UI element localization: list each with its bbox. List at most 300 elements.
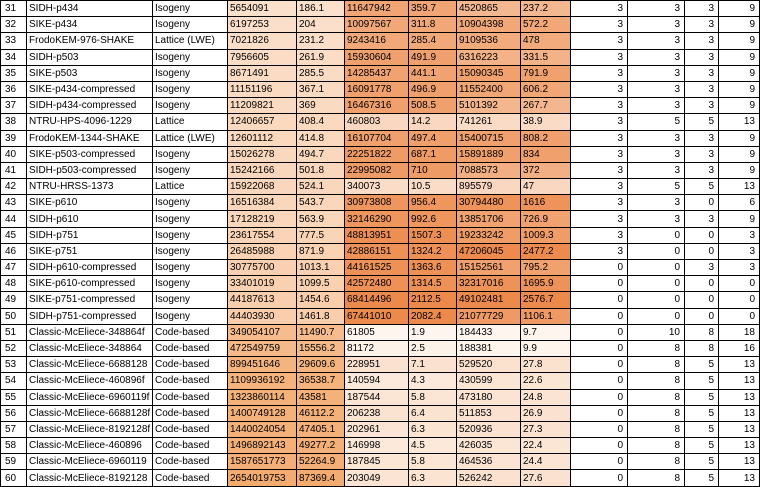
family-cell: Code-based (153, 340, 228, 356)
score-total-cell: 3 (719, 243, 760, 259)
keygen-cycles-cell: 1109936192 (228, 373, 297, 389)
encaps-ms-cell: 4.5 (409, 438, 457, 454)
row-number: 48 (1, 276, 27, 292)
decaps-cycles-cell: 6316223 (457, 49, 521, 65)
encaps-ms-cell: 687.1 (409, 146, 457, 162)
score-total-cell: 16 (719, 340, 760, 356)
scheme-name: SIDH-p434 (27, 1, 153, 17)
encaps-cycles-cell: 11647942 (345, 1, 409, 17)
scheme-name: NTRU-HRSS-1373 (27, 179, 153, 195)
decaps-ms-cell: 808.2 (521, 130, 571, 146)
score-total-cell: 3 (719, 227, 760, 243)
decaps-cycles-cell: 895579 (457, 179, 521, 195)
table-row (1, 421, 760, 437)
decaps-cycles-cell: 7088573 (457, 162, 521, 178)
score-c-cell: 5 (685, 373, 719, 389)
score-total-cell: 9 (719, 17, 760, 33)
scheme-name: SIDH-p610-compressed (27, 260, 153, 276)
encaps-cycles-cell: 146998 (345, 438, 409, 454)
family-cell: Code-based (153, 470, 228, 486)
score-a-cell: 3 (571, 98, 628, 114)
score-total-cell: 9 (719, 65, 760, 81)
keygen-ms-cell: 367.1 (297, 81, 345, 97)
keygen-ms-cell: 15556.2 (297, 340, 345, 356)
score-a-cell: 3 (571, 179, 628, 195)
keygen-cycles-cell: 2654019753 (228, 470, 297, 486)
score-a-cell: 0 (571, 292, 628, 308)
encaps-cycles-cell: 15930604 (345, 49, 409, 65)
keygen-ms-cell: 204 (297, 17, 345, 33)
decaps-ms-cell: 834 (521, 146, 571, 162)
row-number: 49 (1, 292, 27, 308)
table-row (1, 405, 760, 421)
score-b-cell: 0 (628, 260, 685, 276)
table-row (1, 438, 760, 454)
row-number: 45 (1, 227, 27, 243)
row-number: 51 (1, 324, 27, 340)
table-row (1, 195, 760, 211)
encaps-ms-cell: 956.4 (409, 195, 457, 211)
decaps-cycles-cell: 15152561 (457, 260, 521, 276)
score-c-cell: 8 (685, 340, 719, 356)
encaps-cycles-cell: 187845 (345, 454, 409, 470)
score-c-cell: 3 (685, 162, 719, 178)
keygen-cycles-cell: 11151196 (228, 81, 297, 97)
row-number: 44 (1, 211, 27, 227)
row-number: 32 (1, 17, 27, 33)
encaps-cycles-cell: 44161525 (345, 260, 409, 276)
score-b-cell: 3 (628, 33, 685, 49)
encaps-cycles-cell: 81172 (345, 340, 409, 356)
decaps-cycles-cell: 49102481 (457, 292, 521, 308)
table-row (1, 130, 760, 146)
decaps-cycles-cell: 464536 (457, 454, 521, 470)
table-row (1, 470, 760, 486)
decaps-cycles-cell: 15891889 (457, 146, 521, 162)
table-row (1, 33, 760, 49)
score-c-cell: 3 (685, 211, 719, 227)
keygen-cycles-cell: 15026278 (228, 146, 297, 162)
family-cell: Lattice (LWE) (153, 130, 228, 146)
decaps-cycles-cell: 15400715 (457, 130, 521, 146)
row-number: 54 (1, 373, 27, 389)
row-number: 57 (1, 421, 27, 437)
encaps-ms-cell: 311.8 (409, 17, 457, 33)
encaps-cycles-cell: 140594 (345, 373, 409, 389)
family-cell: Isogeny (153, 81, 228, 97)
score-total-cell: 9 (719, 146, 760, 162)
row-number: 58 (1, 438, 27, 454)
table-row (1, 146, 760, 162)
row-number: 38 (1, 114, 27, 130)
family-cell: Code-based (153, 389, 228, 405)
row-number: 41 (1, 162, 27, 178)
encaps-cycles-cell: 206238 (345, 405, 409, 421)
scheme-name: Classic-McEliece-460896f (27, 373, 153, 389)
decaps-cycles-cell: 21077729 (457, 308, 521, 324)
table-row (1, 227, 760, 243)
family-cell: Code-based (153, 405, 228, 421)
table-row (1, 65, 760, 81)
scheme-name: SIKE-p610-compressed (27, 276, 153, 292)
decaps-ms-cell: 9.7 (521, 324, 571, 340)
score-a-cell: 3 (571, 130, 628, 146)
keygen-ms-cell: 414.8 (297, 130, 345, 146)
score-c-cell: 0 (685, 308, 719, 324)
encaps-ms-cell: 7.1 (409, 357, 457, 373)
table-row (1, 454, 760, 470)
encaps-cycles-cell: 68414496 (345, 292, 409, 308)
decaps-cycles-cell: 529520 (457, 357, 521, 373)
score-b-cell: 5 (628, 179, 685, 195)
score-total-cell: 9 (719, 81, 760, 97)
keygen-ms-cell: 524.1 (297, 179, 345, 195)
encaps-cycles-cell: 61805 (345, 324, 409, 340)
score-a-cell: 0 (571, 470, 628, 486)
keygen-ms-cell: 186.1 (297, 1, 345, 17)
scheme-name: SIKE-p434 (27, 17, 153, 33)
encaps-ms-cell: 359.7 (409, 1, 457, 17)
keygen-ms-cell: 369 (297, 98, 345, 114)
scheme-name: SIKE-p503-compressed (27, 146, 153, 162)
score-c-cell: 3 (685, 33, 719, 49)
keygen-cycles-cell: 1587651773 (228, 454, 297, 470)
score-b-cell: 0 (628, 292, 685, 308)
score-c-cell: 0 (685, 227, 719, 243)
scheme-name: Classic-McEliece-6688128f (27, 405, 153, 421)
row-number: 36 (1, 81, 27, 97)
encaps-ms-cell: 6.3 (409, 421, 457, 437)
score-a-cell: 3 (571, 65, 628, 81)
encaps-cycles-cell: 14285437 (345, 65, 409, 81)
row-number: 59 (1, 454, 27, 470)
score-a-cell: 3 (571, 243, 628, 259)
encaps-cycles-cell: 42572480 (345, 276, 409, 292)
encaps-ms-cell: 4.3 (409, 373, 457, 389)
encaps-ms-cell: 441.1 (409, 65, 457, 81)
encaps-ms-cell: 1324.2 (409, 243, 457, 259)
decaps-cycles-cell: 526242 (457, 470, 521, 486)
score-c-cell: 3 (685, 260, 719, 276)
score-a-cell: 0 (571, 438, 628, 454)
score-c-cell: 5 (685, 114, 719, 130)
family-cell: Isogeny (153, 98, 228, 114)
row-number: 52 (1, 340, 27, 356)
decaps-cycles-cell: 9109536 (457, 33, 521, 49)
table-row (1, 389, 760, 405)
keygen-ms-cell: 52264.9 (297, 454, 345, 470)
family-cell: Lattice (LWE) (153, 33, 228, 49)
family-cell: Isogeny (153, 146, 228, 162)
family-cell: Code-based (153, 421, 228, 437)
family-cell: Code-based (153, 373, 228, 389)
score-total-cell: 9 (719, 211, 760, 227)
decaps-ms-cell: 2576.7 (521, 292, 571, 308)
decaps-cycles-cell: 30794480 (457, 195, 521, 211)
score-a-cell: 0 (571, 357, 628, 373)
scheme-name: SIKE-p751-compressed (27, 292, 153, 308)
encaps-ms-cell: 710 (409, 162, 457, 178)
keygen-ms-cell: 408.4 (297, 114, 345, 130)
score-total-cell: 6 (719, 195, 760, 211)
score-a-cell: 0 (571, 260, 628, 276)
decaps-cycles-cell: 430599 (457, 373, 521, 389)
score-a-cell: 0 (571, 373, 628, 389)
score-total-cell: 9 (719, 1, 760, 17)
scheme-name: SIKE-p751 (27, 243, 153, 259)
decaps-ms-cell: 27.3 (521, 421, 571, 437)
score-b-cell: 0 (628, 243, 685, 259)
decaps-ms-cell: 791.9 (521, 65, 571, 81)
scheme-name: SIKE-p610 (27, 195, 153, 211)
keygen-cycles-cell: 8671491 (228, 65, 297, 81)
score-a-cell: 0 (571, 454, 628, 470)
decaps-cycles-cell: 10904398 (457, 17, 521, 33)
encaps-ms-cell: 6.4 (409, 405, 457, 421)
table-row (1, 373, 760, 389)
decaps-ms-cell: 26.9 (521, 405, 571, 421)
encaps-ms-cell: 14.2 (409, 114, 457, 130)
keygen-ms-cell: 1454.6 (297, 292, 345, 308)
score-a-cell: 3 (571, 114, 628, 130)
encaps-cycles-cell: 340073 (345, 179, 409, 195)
score-c-cell: 5 (685, 454, 719, 470)
results-table-body (1, 1, 760, 487)
score-b-cell: 3 (628, 49, 685, 65)
score-c-cell: 3 (685, 81, 719, 97)
score-c-cell: 5 (685, 179, 719, 195)
scheme-name: SIDH-p610 (27, 211, 153, 227)
row-number: 56 (1, 405, 27, 421)
decaps-cycles-cell: 5101392 (457, 98, 521, 114)
keygen-ms-cell: 261.9 (297, 49, 345, 65)
decaps-ms-cell: 27.8 (521, 357, 571, 373)
score-total-cell: 9 (719, 98, 760, 114)
keygen-cycles-cell: 17128219 (228, 211, 297, 227)
table-row (1, 162, 760, 178)
score-c-cell: 3 (685, 1, 719, 17)
keygen-ms-cell: 1461.8 (297, 308, 345, 324)
row-number: 35 (1, 65, 27, 81)
score-total-cell: 13 (719, 389, 760, 405)
keygen-cycles-cell: 1323860114 (228, 389, 297, 405)
score-total-cell: 9 (719, 162, 760, 178)
scheme-name: Classic-McEliece-6688128 (27, 357, 153, 373)
encaps-cycles-cell: 16107704 (345, 130, 409, 146)
row-number: 37 (1, 98, 27, 114)
encaps-cycles-cell: 460803 (345, 114, 409, 130)
decaps-cycles-cell: 32317016 (457, 276, 521, 292)
score-b-cell: 0 (628, 276, 685, 292)
table-row (1, 276, 760, 292)
keygen-cycles-cell: 15922068 (228, 179, 297, 195)
score-total-cell: 13 (719, 454, 760, 470)
decaps-cycles-cell: 188381 (457, 340, 521, 356)
encaps-ms-cell: 1.9 (409, 324, 457, 340)
decaps-ms-cell: 24.4 (521, 454, 571, 470)
family-cell: Isogeny (153, 260, 228, 276)
score-total-cell: 13 (719, 373, 760, 389)
row-number: 33 (1, 33, 27, 49)
family-cell: Isogeny (153, 17, 228, 33)
keygen-cycles-cell: 15242166 (228, 162, 297, 178)
family-cell: Isogeny (153, 292, 228, 308)
keygen-ms-cell: 49277.2 (297, 438, 345, 454)
score-b-cell: 8 (628, 421, 685, 437)
keygen-cycles-cell: 7956605 (228, 49, 297, 65)
table-row (1, 49, 760, 65)
decaps-ms-cell: 606.2 (521, 81, 571, 97)
keygen-cycles-cell: 12601112 (228, 130, 297, 146)
score-a-cell: 0 (571, 421, 628, 437)
score-b-cell: 8 (628, 438, 685, 454)
scheme-name: Classic-McEliece-6960119f (27, 389, 153, 405)
keygen-cycles-cell: 899451646 (228, 357, 297, 373)
score-c-cell: 5 (685, 470, 719, 486)
score-b-cell: 8 (628, 454, 685, 470)
family-cell: Code-based (153, 324, 228, 340)
score-b-cell: 3 (628, 98, 685, 114)
scheme-name: FrodoKEM-976-SHAKE (27, 33, 153, 49)
score-total-cell: 13 (719, 114, 760, 130)
decaps-ms-cell: 1009.3 (521, 227, 571, 243)
scheme-name: Classic-McEliece-460896 (27, 438, 153, 454)
decaps-ms-cell: 478 (521, 33, 571, 49)
decaps-ms-cell: 1616 (521, 195, 571, 211)
decaps-cycles-cell: 13851706 (457, 211, 521, 227)
encaps-cycles-cell: 22995082 (345, 162, 409, 178)
scheme-name: SIKE-p503 (27, 65, 153, 81)
score-a-cell: 0 (571, 340, 628, 356)
keygen-cycles-cell: 11209821 (228, 98, 297, 114)
decaps-cycles-cell: 741261 (457, 114, 521, 130)
score-total-cell: 9 (719, 33, 760, 49)
keygen-cycles-cell: 12406657 (228, 114, 297, 130)
table-row (1, 211, 760, 227)
table-row (1, 357, 760, 373)
encaps-cycles-cell: 42886151 (345, 243, 409, 259)
score-c-cell: 3 (685, 130, 719, 146)
scheme-name: SIDH-p434-compressed (27, 98, 153, 114)
family-cell: Isogeny (153, 49, 228, 65)
encaps-ms-cell: 2.5 (409, 340, 457, 356)
table-row (1, 340, 760, 356)
row-number: 53 (1, 357, 27, 373)
encaps-ms-cell: 491.9 (409, 49, 457, 65)
score-c-cell: 0 (685, 276, 719, 292)
keygen-cycles-cell: 30775700 (228, 260, 297, 276)
score-b-cell: 10 (628, 324, 685, 340)
table-row (1, 81, 760, 97)
encaps-cycles-cell: 67441010 (345, 308, 409, 324)
score-a-cell: 0 (571, 405, 628, 421)
keygen-cycles-cell: 1440024054 (228, 421, 297, 437)
encaps-ms-cell: 2112.5 (409, 292, 457, 308)
decaps-ms-cell: 1695.9 (521, 276, 571, 292)
family-cell: Isogeny (153, 211, 228, 227)
encaps-ms-cell: 6.3 (409, 470, 457, 486)
row-number: 43 (1, 195, 27, 211)
keygen-ms-cell: 47405.1 (297, 421, 345, 437)
score-c-cell: 3 (685, 146, 719, 162)
decaps-ms-cell: 795.2 (521, 260, 571, 276)
keygen-cycles-cell: 44187613 (228, 292, 297, 308)
encaps-cycles-cell: 48813951 (345, 227, 409, 243)
decaps-cycles-cell: 511853 (457, 405, 521, 421)
keygen-ms-cell: 36538.7 (297, 373, 345, 389)
keygen-ms-cell: 494.7 (297, 146, 345, 162)
keygen-ms-cell: 285.5 (297, 65, 345, 81)
decaps-cycles-cell: 426035 (457, 438, 521, 454)
score-b-cell: 3 (628, 130, 685, 146)
row-number: 50 (1, 308, 27, 324)
family-cell: Isogeny (153, 1, 228, 17)
score-a-cell: 0 (571, 389, 628, 405)
encaps-cycles-cell: 32146290 (345, 211, 409, 227)
keygen-cycles-cell: 44403930 (228, 308, 297, 324)
score-total-cell: 9 (719, 130, 760, 146)
scheme-name: Classic-McEliece-6960119 (27, 454, 153, 470)
encaps-ms-cell: 2082.4 (409, 308, 457, 324)
keygen-cycles-cell: 349054107 (228, 324, 297, 340)
table-row (1, 260, 760, 276)
score-c-cell: 8 (685, 324, 719, 340)
decaps-ms-cell: 331.5 (521, 49, 571, 65)
encaps-cycles-cell: 22251822 (345, 146, 409, 162)
decaps-ms-cell: 726.9 (521, 211, 571, 227)
row-number: 47 (1, 260, 27, 276)
decaps-ms-cell: 9.9 (521, 340, 571, 356)
scheme-name: Classic-McEliece-348864 (27, 340, 153, 356)
decaps-ms-cell: 47 (521, 179, 571, 195)
score-c-cell: 5 (685, 438, 719, 454)
decaps-cycles-cell: 15090345 (457, 65, 521, 81)
table-row (1, 179, 760, 195)
encaps-cycles-cell: 16467316 (345, 98, 409, 114)
decaps-ms-cell: 22.4 (521, 438, 571, 454)
keygen-cycles-cell: 1496892143 (228, 438, 297, 454)
score-b-cell: 8 (628, 340, 685, 356)
score-c-cell: 3 (685, 49, 719, 65)
table-row (1, 1, 760, 17)
table-row (1, 114, 760, 130)
scheme-name: Classic-McEliece-8192128f (27, 421, 153, 437)
score-a-cell: 3 (571, 195, 628, 211)
encaps-cycles-cell: 187544 (345, 389, 409, 405)
table-row (1, 243, 760, 259)
decaps-ms-cell: 372 (521, 162, 571, 178)
score-b-cell: 3 (628, 195, 685, 211)
score-total-cell: 0 (719, 276, 760, 292)
encaps-ms-cell: 5.8 (409, 389, 457, 405)
score-total-cell: 13 (719, 470, 760, 486)
keygen-cycles-cell: 7021826 (228, 33, 297, 49)
decaps-ms-cell: 1106.1 (521, 308, 571, 324)
encaps-cycles-cell: 10097567 (345, 17, 409, 33)
encaps-cycles-cell: 228951 (345, 357, 409, 373)
score-c-cell: 0 (685, 243, 719, 259)
row-number: 34 (1, 49, 27, 65)
score-c-cell: 5 (685, 389, 719, 405)
score-b-cell: 3 (628, 17, 685, 33)
family-cell: Isogeny (153, 65, 228, 81)
score-a-cell: 3 (571, 227, 628, 243)
family-cell: Code-based (153, 357, 228, 373)
scheme-name: Classic-McEliece-8192128 (27, 470, 153, 486)
keygen-ms-cell: 29609.6 (297, 357, 345, 373)
family-cell: Isogeny (153, 195, 228, 211)
score-total-cell: 13 (719, 357, 760, 373)
